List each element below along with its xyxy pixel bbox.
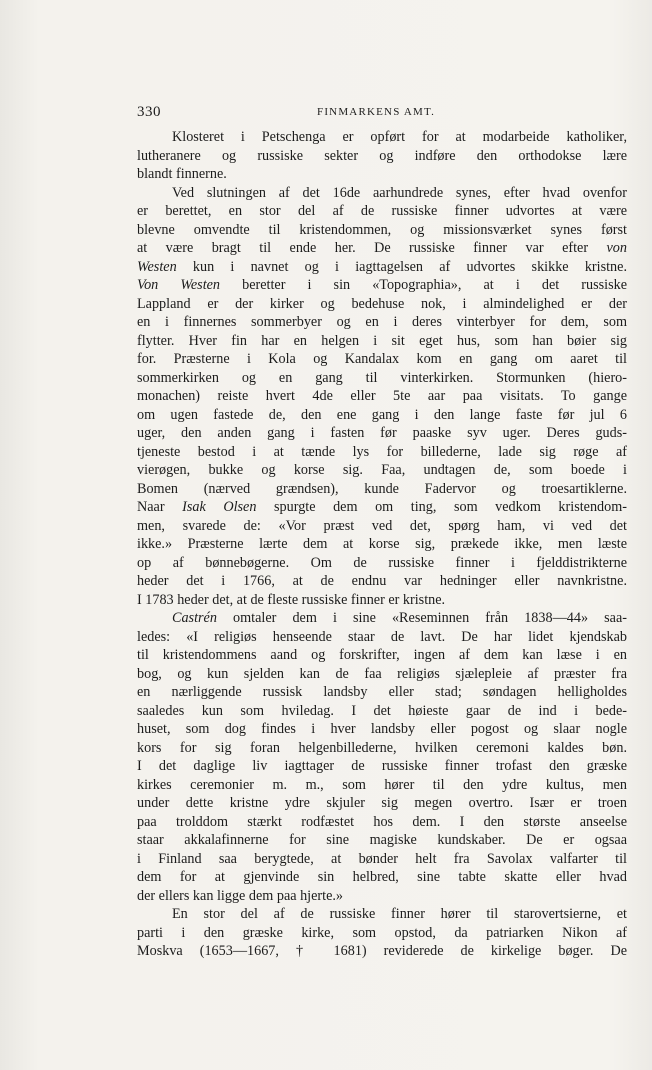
text-run: Naar bbox=[137, 499, 183, 515]
text-run: op af bønnebøgerne. Om de russiske finner i fjelddistrikterne bbox=[137, 554, 627, 571]
text-run: blevne omvendte til kristendommen, og missionsværket synes først bbox=[137, 221, 627, 238]
text-run: saaledes kun som hviledag. I det høieste gaar de ind i bede- bbox=[137, 702, 627, 719]
italic-name: Westen bbox=[137, 258, 177, 275]
text-run: parti i den græske kirke, som opstod, da patriarken Nikon af bbox=[137, 924, 627, 941]
text-run: tjeneste bestod i at tænde lys for billederne, lade sig røge af bbox=[137, 443, 627, 460]
text-line bbox=[137, 646, 627, 665]
text-run: til kristendommens aand og forskrifter, ingen af dem kan læse i en bbox=[137, 647, 627, 663]
text-line bbox=[137, 461, 627, 480]
text-run: Lappland er der kirker og bedehuse nok, i almindelighed er der bbox=[137, 295, 627, 312]
text-line bbox=[137, 813, 627, 832]
text-run: der ellers kan ligge dem paa hjerte.» bbox=[137, 887, 344, 904]
text-line bbox=[137, 850, 627, 869]
text-line bbox=[137, 517, 627, 536]
text-run: paa trolddom stærkt rodfæstet hos dem. I den største anseelse bbox=[137, 813, 627, 830]
text-line bbox=[137, 128, 627, 147]
text-line bbox=[137, 350, 627, 369]
text-line bbox=[137, 924, 627, 943]
text-run: at være bragt til ende her. De russiske finner var efter bbox=[137, 240, 607, 256]
text-run: En stor del af de russiske finner hører til starovertsierne, et bbox=[172, 906, 627, 922]
text-run: huset, som dog findes i hver landsby eller pogost og slaar nogle bbox=[137, 721, 627, 737]
text-run: lutheranere og russiske sekter og indføre den orthodokse lære bbox=[137, 147, 627, 164]
text-run: uger, den anden gang i fasten før paaske syv uger. Deres guds- bbox=[137, 425, 627, 441]
text-run: ledes: «I religiøs henseende staar de lavt. De har lidet kjendskab bbox=[137, 628, 627, 645]
text-line bbox=[137, 276, 627, 295]
text-line bbox=[137, 739, 627, 758]
text-line bbox=[137, 387, 627, 406]
text-run: om ugen fastede de, den ene gang i den lange faste før jul 6 bbox=[137, 406, 627, 423]
text-line bbox=[137, 609, 627, 628]
text-run: bog, og kun sjelden kan de faa religiøs sjælepleie af præster fra bbox=[137, 665, 627, 682]
page-number: 330 bbox=[137, 104, 161, 120]
text-run: blandt finnerne. bbox=[137, 166, 227, 182]
text-line bbox=[137, 239, 627, 258]
text-line bbox=[137, 165, 627, 184]
text-line bbox=[137, 887, 627, 906]
text-line bbox=[137, 683, 627, 702]
text-line bbox=[137, 202, 627, 221]
text-line bbox=[137, 554, 627, 573]
text-line bbox=[137, 757, 627, 776]
running-title: FINMARKENS AMT. bbox=[317, 106, 436, 118]
text-line bbox=[137, 665, 627, 684]
text-run: Moskva (1653—1667, † 1681) reviderede de kirkelige bøger. De bbox=[137, 943, 627, 959]
text-run: I 1783 heder det, at de fleste russiske finner er kristne. bbox=[137, 591, 446, 608]
text-run: i Finland saa berygtede, at bønder helt fra Savolax valfarter til bbox=[137, 850, 627, 867]
text-line bbox=[137, 332, 627, 351]
text-run: en nærliggende russisk landsby eller stad; søndagen helligholdes bbox=[137, 684, 627, 700]
text-line bbox=[137, 868, 627, 887]
text-run: monachen) reiste hvert 4de eller 5te aar paa visitats. To gange bbox=[137, 388, 627, 404]
text-line bbox=[137, 258, 627, 277]
text-line bbox=[137, 905, 627, 924]
text-line bbox=[137, 572, 627, 591]
text-run: spurgte dem om ting, som vedkom kristendom- bbox=[256, 499, 627, 515]
text-line bbox=[137, 776, 627, 795]
text-run: er berettet, en stor del af de russiske finner udvortes at være bbox=[137, 203, 627, 219]
italic-name: Von Westen bbox=[137, 277, 221, 293]
italic-name: von bbox=[606, 240, 627, 256]
text-line bbox=[137, 591, 627, 610]
text-line bbox=[137, 424, 627, 443]
text-run: staar akkalafinnerne for sine magiske kundskaber. De er ogsaa bbox=[137, 832, 627, 848]
body-text bbox=[137, 128, 627, 961]
text-line bbox=[137, 443, 627, 462]
text-run: men, svarede de: «Vor præst ved det, spørg ham, vi ved det bbox=[137, 517, 627, 534]
text-line bbox=[137, 480, 627, 499]
text-line bbox=[137, 369, 627, 388]
text-run: kors for sig foran helgenbillederne, hvilken ceremoni kaldes bøn. bbox=[137, 739, 627, 756]
text-line bbox=[137, 184, 627, 203]
text-line bbox=[137, 221, 627, 240]
text-line bbox=[137, 295, 627, 314]
text-line bbox=[137, 794, 627, 813]
text-run: Ved slutningen af det 16de aarhundrede synes, efter hvad ovenfor bbox=[172, 184, 627, 201]
text-run: kun i navnet og i iagttagelsen af udvortes skikke kristne. bbox=[176, 258, 627, 275]
text-run: kirkes ceremonier m. m., som hører til den ydre kultus, men bbox=[137, 776, 627, 793]
text-run: beretter i sin «Topographia», at i det russiske bbox=[220, 277, 627, 293]
text-run: flytter. Hver fin har en helgen i sit eget hus, som han bøier sig bbox=[137, 332, 627, 349]
text-line bbox=[137, 720, 627, 739]
text-run: under dette kristne ydre skjuler sig megen overtro. Især er troen bbox=[137, 795, 627, 811]
text-line bbox=[137, 702, 627, 721]
text-run: Bomen (nærved grændsen), kunde Fadervor og troesartiklerne. bbox=[137, 480, 627, 497]
page-header bbox=[137, 104, 626, 124]
text-run: Klosteret i Petschenga er opført for at modarbeide katholiker, bbox=[172, 129, 627, 145]
text-line bbox=[137, 942, 627, 961]
text-line bbox=[137, 147, 627, 166]
text-line bbox=[137, 628, 627, 647]
text-run: I det daglige liv iagttager de russiske finner trofast den græske bbox=[137, 758, 627, 774]
text-run: sommerkirken og en gang til vinterkirken. Stormunken (hiero- bbox=[137, 369, 627, 386]
text-line bbox=[137, 831, 627, 850]
text-line bbox=[137, 313, 627, 332]
text-run: en i finnernes sommerbyer og en i deres vinterbyer for dem, som bbox=[137, 314, 627, 330]
text-run: omtaler dem i sine «Reseminnen från 1838—44» saa- bbox=[216, 610, 627, 626]
text-line bbox=[137, 406, 627, 425]
text-run: vierøgen, bukke og korse sig. Faa, undtagen de, som boede i bbox=[137, 462, 627, 478]
text-run: ikke.» Præsterne lærte dem at korse sig, prækede ikke, men læste bbox=[137, 536, 627, 552]
text-run: dem for at gjenvinde sin helbred, sine tabte skatte eller hvad bbox=[137, 869, 627, 885]
text-line bbox=[137, 535, 627, 554]
text-run: heder det i 1766, at de endnu var hedninger eller navnkristne. bbox=[137, 573, 627, 589]
italic-name: Isak Olsen bbox=[182, 499, 257, 515]
text-run: for. Præsterne i Kola og Kandalax kom en gang om aaret til bbox=[137, 351, 627, 367]
italic-name: Castrén bbox=[172, 610, 217, 626]
text-line bbox=[137, 498, 627, 517]
